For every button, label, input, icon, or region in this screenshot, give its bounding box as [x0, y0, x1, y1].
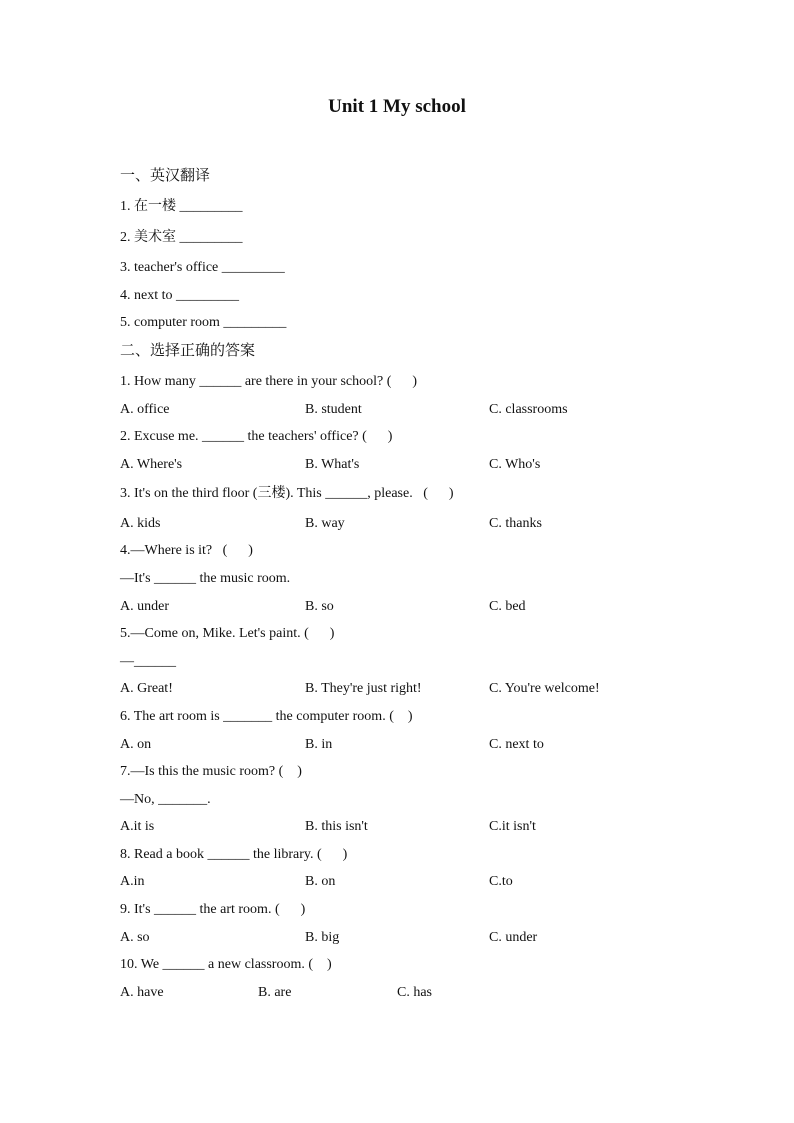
page-title: Unit 1 My school	[328, 96, 466, 117]
question-2: 2. Excuse me. ______ the teachers' office? ( )	[120, 429, 393, 444]
question-7: 7.—Is this the music room? ( )	[120, 764, 302, 779]
q8-option-c: C.to	[489, 874, 513, 889]
q1-option-b: B. student	[305, 402, 362, 417]
question-5: 5.—Come on, Mike. Let's paint. ( )	[120, 626, 335, 641]
translation-item-3: 3. teacher's office _________	[120, 260, 285, 275]
q3-option-c: C. thanks	[489, 516, 542, 531]
q5-option-c: C. You're welcome!	[489, 681, 600, 696]
question-6: 6. The art room is _______ the computer room. ( )	[120, 709, 413, 724]
question-8: 8. Read a book ______ the library. ( )	[120, 847, 348, 862]
q1-option-c: C. classrooms	[489, 402, 568, 417]
question-10: 10. We ______ a new classroom. ( )	[120, 957, 332, 972]
q6-option-b: B. in	[305, 737, 333, 752]
q7-option-b: B. this isn't	[305, 819, 368, 834]
q10-option-b: B. are	[258, 985, 292, 1000]
translation-item-4: 4. next to _________	[120, 288, 239, 303]
q2-option-c: C. Who's	[489, 457, 541, 472]
q4-option-c: C. bed	[489, 599, 526, 614]
question-4-line-2: —It's ______ the music room.	[120, 571, 291, 586]
q5-option-a: A. Great!	[120, 681, 173, 696]
q9-option-c: C. under	[489, 930, 538, 945]
translation-item-1: 1. 在一楼 _________	[120, 199, 243, 214]
question-1: 1. How many ______ are there in your school? ( )	[120, 374, 418, 389]
q3-option-b: B. way	[305, 516, 345, 531]
q10-option-c: C. has	[397, 985, 432, 1000]
q8-option-b: B. on	[305, 874, 336, 889]
q2-option-b: B. What's	[305, 457, 360, 472]
question-7-line-2: —No, _______.	[120, 792, 211, 807]
section-heading-choice: 二、选择正确的答案	[120, 343, 256, 359]
section-heading-translation: 一、英汉翻译	[120, 168, 211, 184]
q4-option-a: A. under	[120, 599, 169, 614]
q7-option-a: A.it is	[120, 819, 155, 834]
q8-option-a: A.in	[120, 874, 145, 889]
q3-option-a: A. kids	[120, 516, 161, 531]
question-3: 3. It's on the third floor (三楼). This ______, please. ( )	[120, 486, 454, 501]
question-4: 4.—Where is it? ( )	[120, 543, 253, 558]
question-9: 9. It's ______ the art room. ( )	[120, 902, 306, 917]
q10-option-a: A. have	[120, 985, 164, 1000]
q1-option-a: A. office	[120, 402, 170, 417]
q7-option-c: C.it isn't	[489, 819, 536, 834]
q5-option-b: B. They're just right!	[305, 681, 422, 696]
question-5-line-2: —______	[120, 654, 176, 669]
q9-option-b: B. big	[305, 930, 340, 945]
translation-item-5: 5. computer room _________	[120, 315, 287, 330]
q6-option-a: A. on	[120, 737, 152, 752]
translation-item-2: 2. 美术室 _________	[120, 230, 243, 245]
q9-option-a: A. so	[120, 930, 150, 945]
q6-option-c: C. next to	[489, 737, 544, 752]
q4-option-b: B. so	[305, 599, 334, 614]
q2-option-a: A. Where's	[120, 457, 183, 472]
